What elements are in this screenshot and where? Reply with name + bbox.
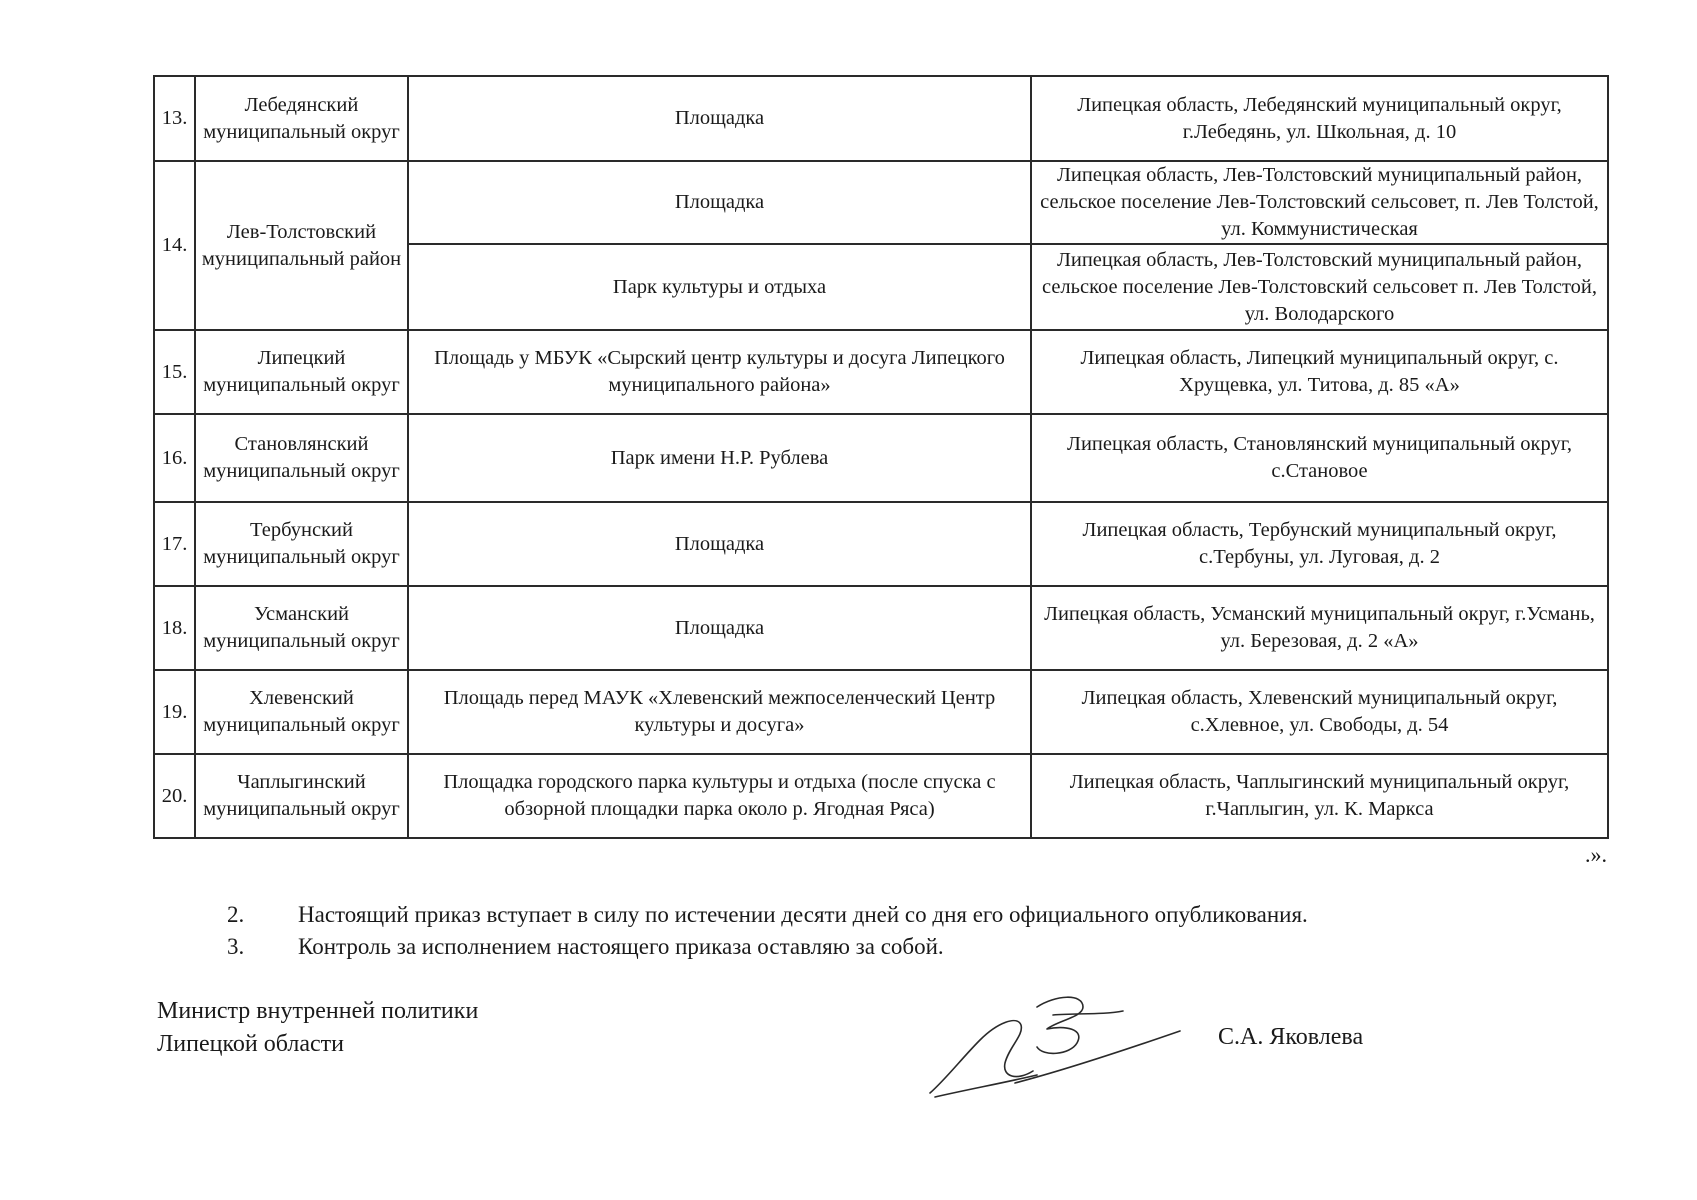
closing-quote-mark: .».: [1585, 842, 1607, 867]
district-cell: Лебедянский муниципальный округ: [195, 76, 408, 161]
item-text: Контроль за исполнением настоящего приказа оставляю за собой.: [298, 934, 944, 959]
district-cell: Хлевенский муниципальный округ: [195, 670, 408, 754]
address-cell: Липецкая область, Лев-Толстовский муниципальный район, сельское поселение Лев-Толстовский сельсовет, п. Лев Толстой, ул. Коммунистическая: [1031, 161, 1608, 244]
place-name-cell: Площадка городского парка культуры и отдыха (после спуска с обзорной площадки парка около р. Ягодная Ряса): [408, 754, 1031, 838]
signature-stroke: [1053, 1011, 1123, 1015]
row-number-cell: 18.: [154, 586, 195, 670]
row-number-cell: 20.: [154, 754, 195, 838]
address-cell: Липецкая область, Чаплыгинский муниципальный округ, г.Чаплыгин, ул. К. Маркса: [1031, 754, 1608, 838]
row-number-cell: 19.: [154, 670, 195, 754]
address-cell: Липецкая область, Усманский муниципальный округ, г.Усмань, ул. Березовая, д. 2 «А»: [1031, 586, 1608, 670]
handwritten-signature: [925, 985, 1185, 1105]
address-cell: Липецкая область, Тербунский муниципальный округ, с.Тербуны, ул. Луговая, д. 2: [1031, 502, 1608, 586]
place-name-cell: Площадь перед МАУК «Хлевенский межпоселенческий Центр культуры и досуга»: [408, 670, 1031, 754]
place-name-cell: Парк имени Н.Р. Рублева: [408, 414, 1031, 502]
item-text: Настоящий приказ вступает в силу по истечении десяти дней со дня его официального опубликования.: [298, 902, 1308, 927]
place-name-cell: Площадь у МБУК «Сырский центр культуры и досуга Липецкого муниципального района»: [408, 330, 1031, 414]
places-table: [153, 75, 1609, 839]
row-number-cell: 16.: [154, 414, 195, 502]
row-number-cell: 14.: [154, 161, 195, 330]
signer-position-line2: Липецкой области: [157, 1031, 344, 1057]
signature-stroke: [935, 1075, 1037, 1097]
table-row: [154, 76, 1608, 161]
table-row: [154, 414, 1608, 502]
place-name-cell: Площадка: [408, 586, 1031, 670]
signer-name: С.А. Яковлева: [1218, 1024, 1364, 1050]
row-number-cell: 17.: [154, 502, 195, 586]
district-cell: Тербунский муниципальный округ: [195, 502, 408, 586]
table-row: [154, 754, 1608, 838]
place-name-cell: Площадка: [408, 76, 1031, 161]
place-name-cell: Площадка: [408, 161, 1031, 244]
district-cell: Липецкий муниципальный округ: [195, 330, 408, 414]
table-row: [154, 502, 1608, 586]
item-number: 2.: [227, 902, 245, 927]
signature-stroke: [1015, 1031, 1180, 1083]
table-row: [154, 586, 1608, 670]
table-row: [154, 670, 1608, 754]
district-cell: Становлянский муниципальный округ: [195, 414, 408, 502]
address-cell: Липецкая область, Липецкий муниципальный округ, с. Хрущевка, ул. Титова, д. 85 «А»: [1031, 330, 1608, 414]
district-cell: Чаплыгинский муниципальный округ: [195, 754, 408, 838]
row-number-cell: 13.: [154, 76, 195, 161]
district-cell: Лев-Толстовский муниципальный район: [195, 161, 408, 330]
place-name-cell: Парк культуры и отдыха: [408, 244, 1031, 330]
signer-position: [157, 995, 478, 1061]
district-cell: Усманский муниципальный округ: [195, 586, 408, 670]
address-cell: Липецкая область, Становлянский муниципальный округ, с.Становое: [1031, 414, 1608, 502]
address-cell: Липецкая область, Лебедянский муниципальный округ, г.Лебедянь, ул. Школьная, д. 10: [1031, 76, 1608, 161]
place-name-cell: Площадка: [408, 502, 1031, 586]
table-row: [154, 330, 1608, 414]
item-number: 3.: [227, 934, 245, 959]
signer-position-line1: Министр внутренней политики: [157, 998, 479, 1024]
table-row: [154, 161, 1608, 244]
address-cell: Липецкая область, Хлевенский муниципальный округ, с.Хлевное, ул. Свободы, д. 54: [1031, 670, 1608, 754]
address-cell: Липецкая область, Лев-Толстовский муниципальный район, сельское поселение Лев-Толстовский сельсовет п. Лев Толстой, ул. Володарского: [1031, 244, 1608, 330]
signature-stroke: [1037, 997, 1083, 1053]
row-number-cell: 15.: [154, 330, 195, 414]
